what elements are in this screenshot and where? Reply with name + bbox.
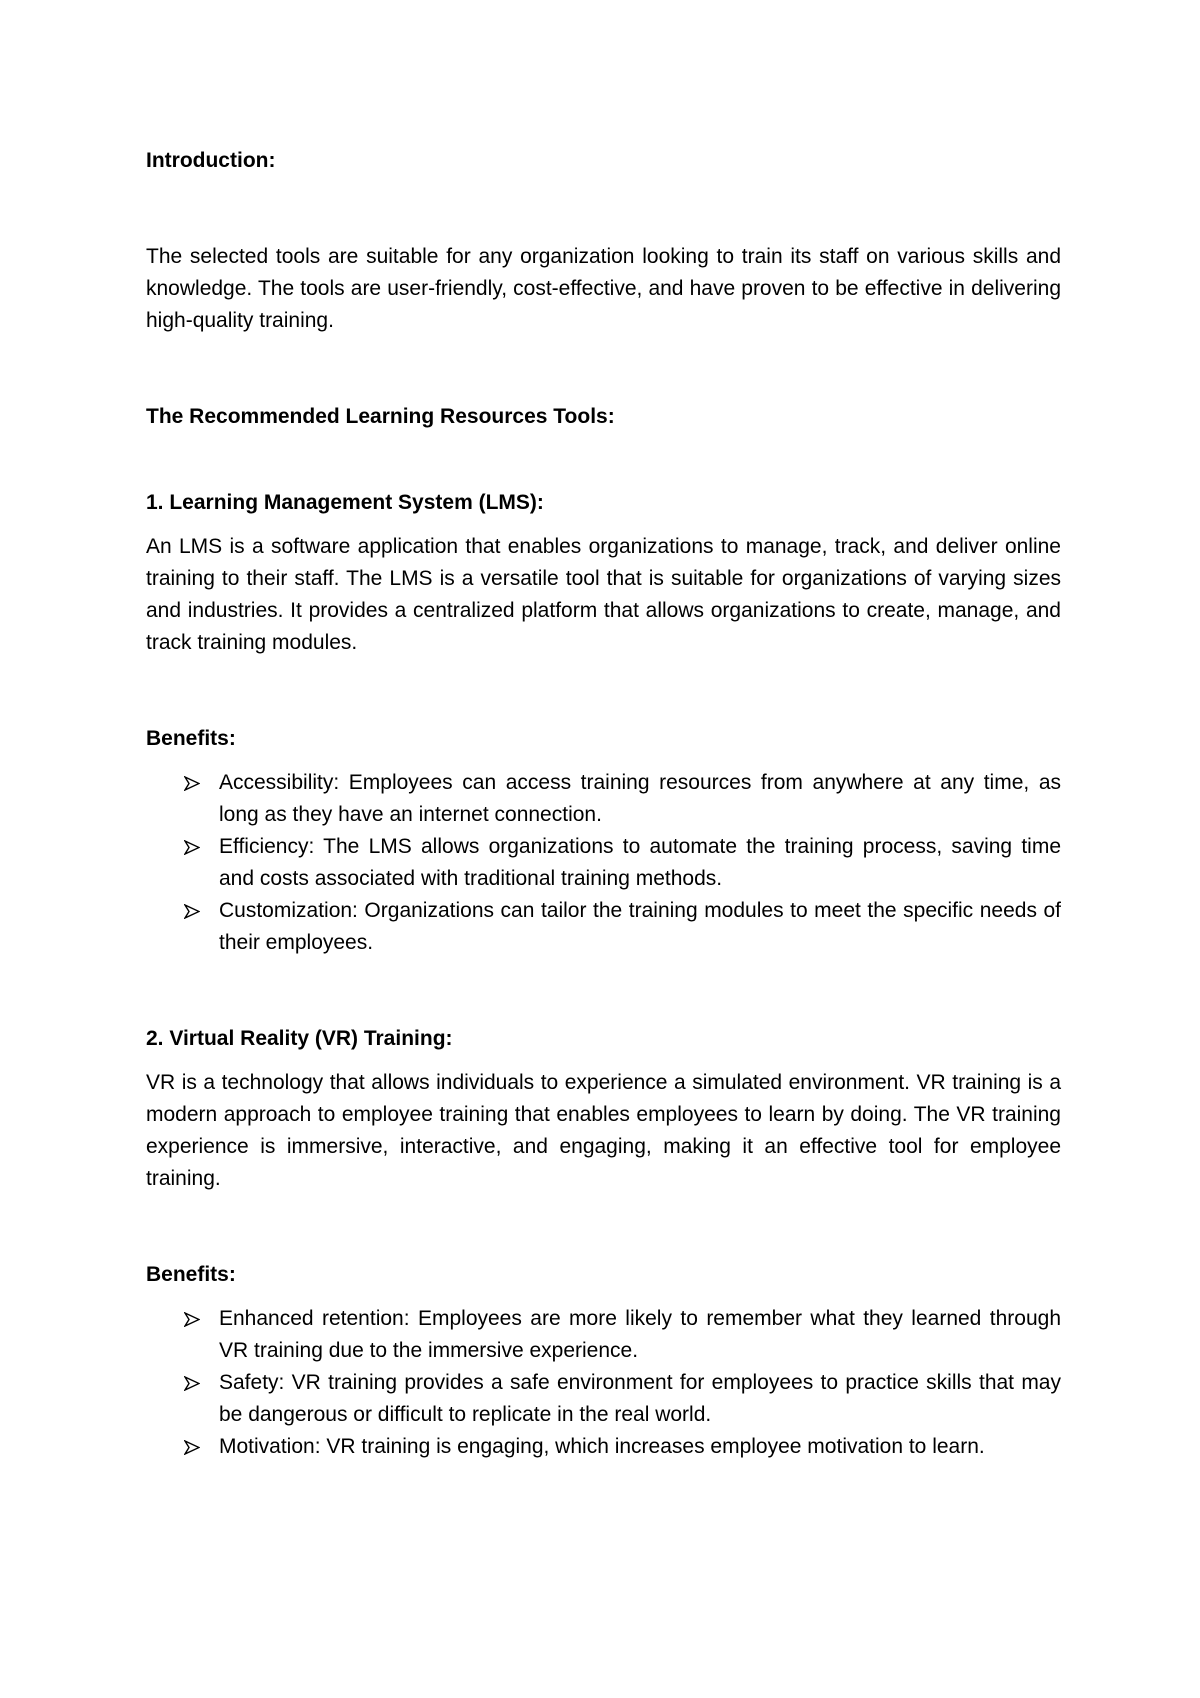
arrowhead-bullet-icon: [184, 904, 200, 919]
vr-benefits-heading: Benefits:: [146, 1263, 236, 1286]
lms-description: An LMS is a software application that enables organizations to manage, track, and deliver online training to their staff. The LMS is a versatile tool that is suitable for organizations of varying sizes and industries. It provides a centralized platform that allows organizations to create, manage, and track training modules.: [146, 535, 1061, 654]
document-page: [146, 145, 1061, 1463]
arrowhead-bullet-icon: [184, 840, 200, 855]
arrowhead-bullet-icon: [184, 1312, 200, 1327]
arrowhead-bullet-icon: [184, 1440, 200, 1455]
vr-heading: 2. Virtual Reality (VR) Training:: [146, 1027, 453, 1050]
list-item: [146, 895, 1061, 959]
list-item: [146, 1367, 1061, 1431]
vr-benefit-text: Motivation: VR training is engaging, which increases employee motivation to learn.: [219, 1435, 985, 1458]
list-item: [146, 767, 1061, 831]
lms-benefit-text: Efficiency: The LMS allows organizations to automate the training process, saving time and costs associated with traditional training methods.: [219, 835, 1061, 890]
lms-benefits-list: [146, 767, 1061, 959]
lms-heading: 1. Learning Management System (LMS):: [146, 491, 544, 514]
vr-benefit-text: Enhanced retention: Employees are more likely to remember what they learned through VR training due to the immersive experience.: [219, 1307, 1061, 1362]
intro-paragraph: The selected tools are suitable for any organization looking to train its staff on various skills and knowledge. The tools are user-friendly, cost-effective, and have proven to be effective in delivering high-quality training.: [146, 245, 1061, 332]
lms-benefit-text: Customization: Organizations can tailor the training modules to meet the specific needs of their employees.: [219, 899, 1061, 954]
vr-benefit-text: Safety: VR training provides a safe environment for employees to practice skills that may be dangerous or difficult to replicate in the real world.: [219, 1371, 1061, 1426]
arrowhead-bullet-icon: [184, 1376, 200, 1391]
lms-benefits-heading: Benefits:: [146, 727, 236, 750]
tools-heading: The Recommended Learning Resources Tools:: [146, 405, 615, 428]
list-item: [146, 831, 1061, 895]
lms-benefit-text: Accessibility: Employees can access training resources from anywhere at any time, as long as they have an internet connection.: [219, 771, 1061, 826]
vr-description: VR is a technology that allows individuals to experience a simulated environment. VR training is a modern approach to employee training that enables employees to learn by doing. The VR training experience is immersive, interactive, and engaging, making it an effective tool for employee training.: [146, 1071, 1061, 1190]
list-item: [146, 1303, 1061, 1367]
arrowhead-bullet-icon: [184, 776, 200, 791]
intro-heading: Introduction:: [146, 149, 276, 172]
list-item: [146, 1431, 1061, 1463]
vr-benefits-list: [146, 1303, 1061, 1463]
